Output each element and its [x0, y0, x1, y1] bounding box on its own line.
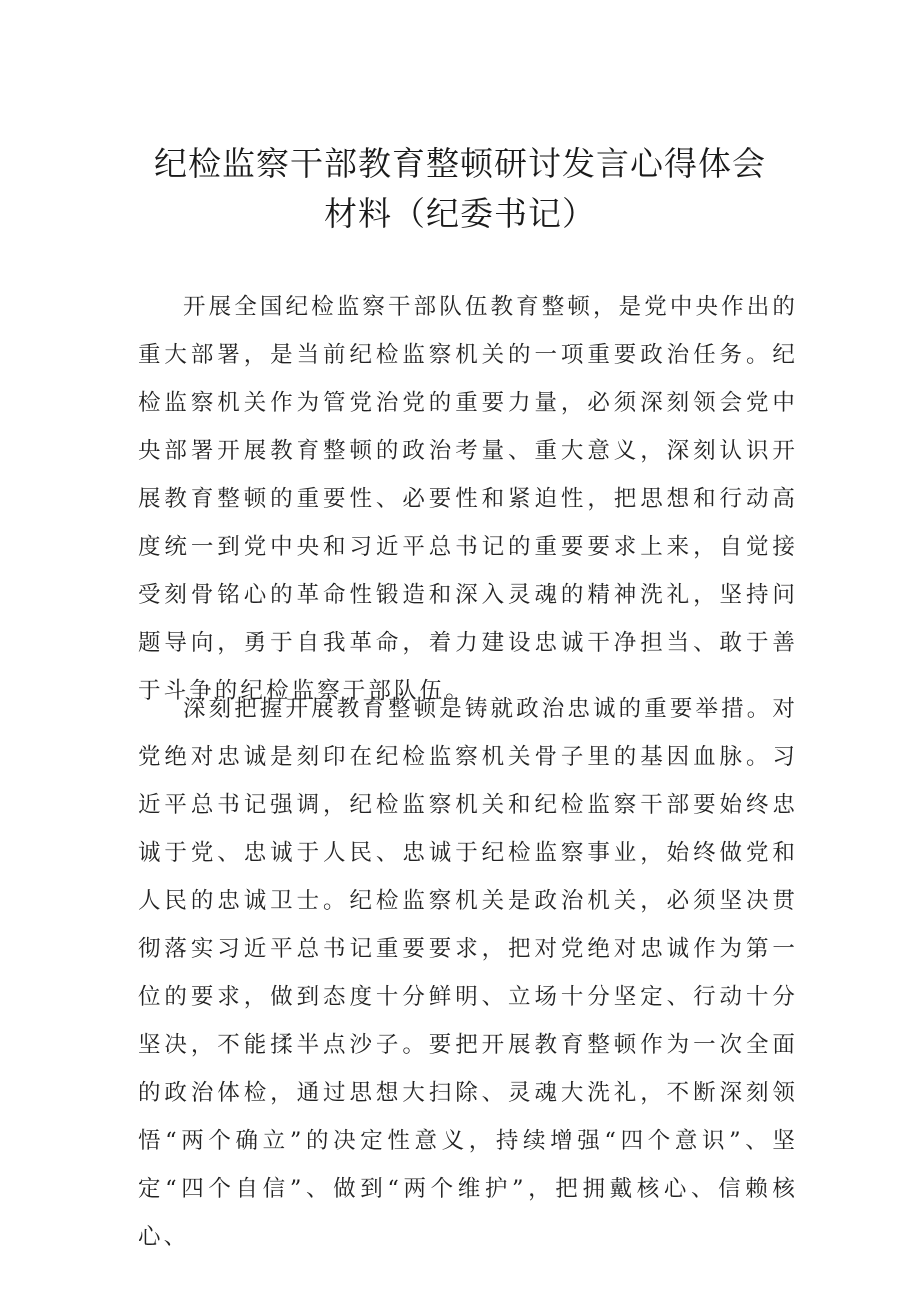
- document-title-line-1: 纪检监察干部教育整顿研讨发言心得体会: [154, 144, 766, 183]
- paragraph-2: 深刻把握开展教育整顿是铸就政治忠诚的重要举措。对党绝对忠诚是刻印在纪检监察机关骨子里的基因血脉。习近平总书记强调，纪检监察机关和纪检监察干部要始终忠诚于党、忠诚于人民、忠诚于纪检监察事业，始终做党和人民的忠诚卫士。纪检监察机关是政治机关，必须坚决贯彻落实习近平总书记重要要求，把对党绝对忠诚作为第一位的要求，做到态度十分鲜明、立场十分坚定、行动十分坚决，不能揉半点沙子。要把开展教育整顿作为一次全面的政治体检，通过思想大扫除、灵魂大洗礼，不断深刻领悟“两个确立”的决定性意义，持续增强“四个意识”、坚定“四个自信”、做到“两个维护”，把拥戴核心、信赖核心、: [138, 696, 798, 1250]
- paragraph-1: 开展全国纪检监察干部队伍教育整顿，是党中央作出的重大部署，是当前纪检监察机关的一项重要政治任务。纪检监察机关作为管党治党的重要力量，必须深刻领会党中央部署开展教育整顿的政治考量、重大意义，深刻认识开展教育整顿的重要性、必要性和紧迫性，把思想和行动高度统一到党中央和习近平总书记的重要要求上来，自觉接受刻骨铭心的革命性锻造和深入灵魂的精神洗礼，坚持问题导向，勇于自我革命，着力建设忠诚干净担当、敢于善于斗争的纪检监察干部队伍。: [138, 294, 798, 704]
- document-title-line-2: 材料（纪委书记）: [324, 194, 596, 233]
